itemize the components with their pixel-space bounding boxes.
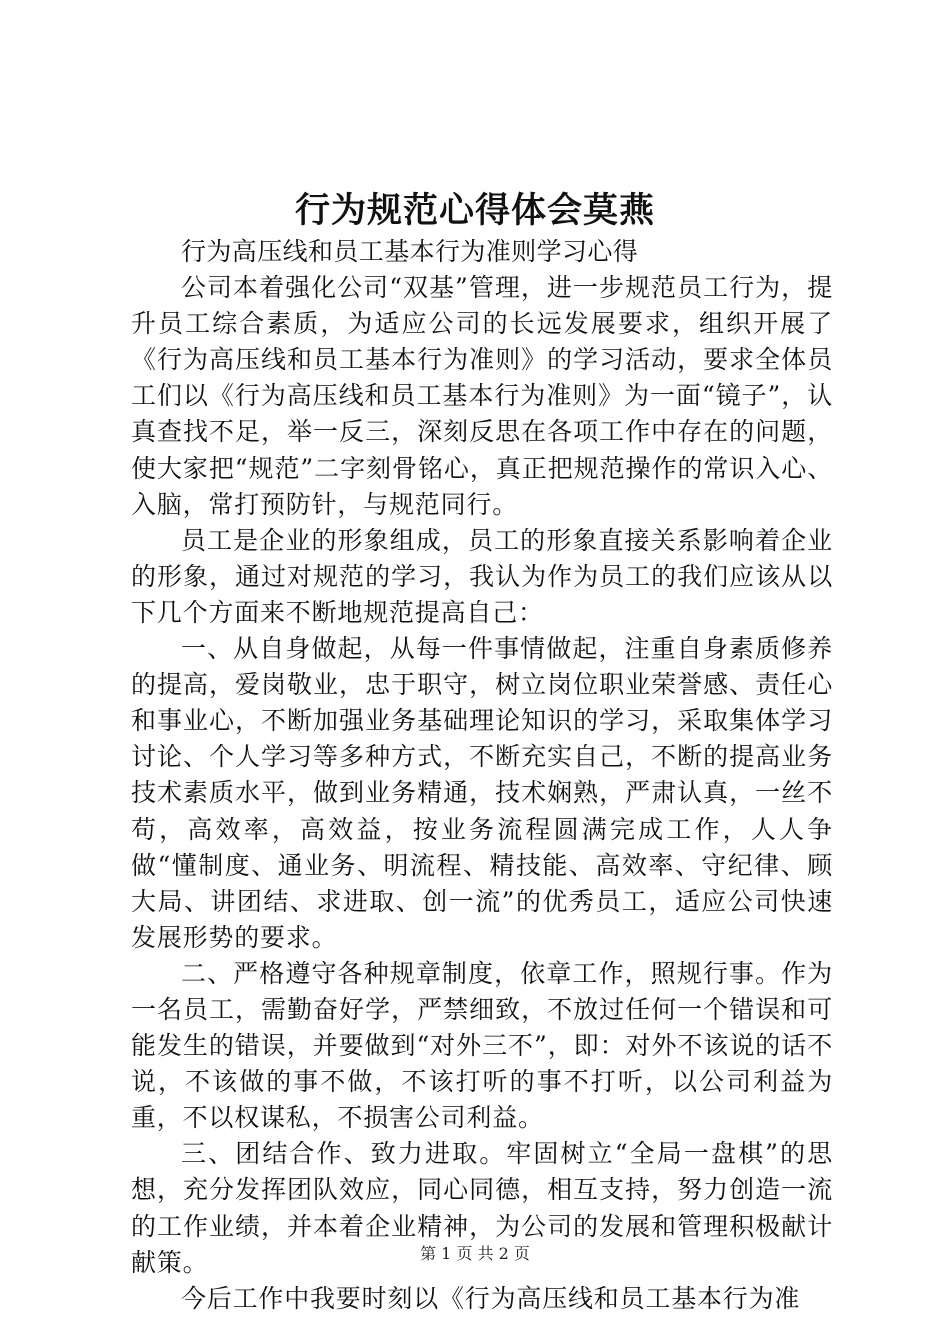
paragraph-point-one: 一、从自身做起，从每一件事情做起，注重自身素质修养的提高，爱岗敬业，忠于职守，树立岗位职业荣誉感、责任心和事业心，不断加强业务基础理论知识的学习，采取集体学习讨论、个人学习等多种方式，不断充实自己，不断的提高业务技术素质水平，做到业务精通，技术娴熟，严肃认真，一丝不苟，高效率，高效益，按业务流程圆满完成工作，人人争做“懂制度、通业务、明流程、精技能、高效率、守纪律、顾大局、讲团结、求进取、创一流”的优秀员工，适应公司快速发展形势的要求。 bbox=[131, 634, 833, 952]
paragraph-point-three: 三、团结合作、致力进取。牢固树立“全局一盘棋”的思想，充分发挥团队效应，同心同德，相互支持，努力创造一流的工作业绩，并本着企业精神，为公司的发展和管理积极献计献策。 bbox=[131, 1139, 833, 1277]
paragraph-future-work: 今后工作中我要时刻以《行为高压线和员工基本行为准 bbox=[181, 1283, 801, 1313]
paragraph-intro: 公司本着强化公司“双基”管理，进一步规范员工行为，提升员工综合素质，为适应公司的长远发展要求，组织开展了《行为高压线和员工基本行为准则》的学习活动，要求全体员工们以《行为高压线和员工基本行为准则》为一面“镜子”，认真查找不足，举一反三，深刻反思在各项工作中存在的问题，使大家把“规范”二字刻骨铭心，真正把规范操作的常识入心、入脑，常打预防针，与规范同行。 bbox=[131, 273, 833, 519]
paragraph-employee-image: 员工是企业的形象组成，员工的形象直接关系影响着企业的形象，通过对规范的学习，我认为作为员工的我们应该从以下几个方面来不断地规范提高自己： bbox=[131, 525, 833, 627]
page-footer: 第 1 页 共 2 页 bbox=[420, 1244, 530, 1263]
document-title: 行为规范心得体会莫燕 bbox=[294, 190, 655, 231]
document-body bbox=[131, 234, 833, 1317]
paragraph-point-two: 二、严格遵守各种规章制度，依章工作，照规行事。作为一名员工，需勤奋好学，严禁细致，不放过任何一个错误和可能发生的错误，并要做到“对外三不”，即：对外不该说的话不说，不该做的事不做，不该打听的事不打听，以公司利益为重，不以权谋私，不损害公司利益。 bbox=[131, 958, 833, 1133]
paragraph-subtitle: 行为高压线和员工基本行为准则学习心得 bbox=[181, 237, 639, 266]
